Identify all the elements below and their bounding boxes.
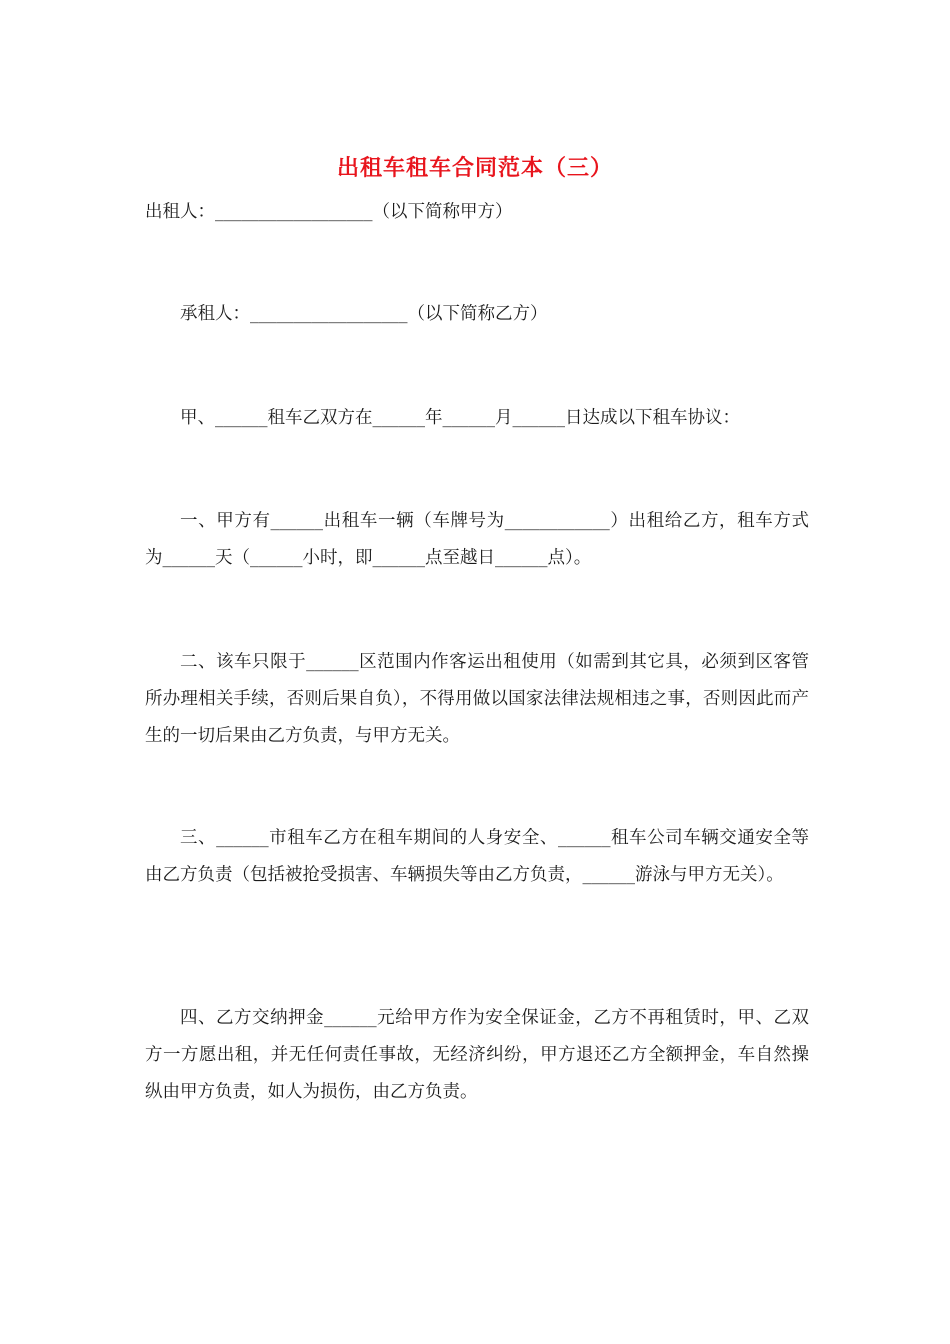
- lessor-line: 出租人：__________________（以下简称甲方）: [145, 202, 513, 222]
- clause-1: 一、甲方有______出租车一辆（车牌号为____________）出租给乙方，租车方式为______天（______小时，即______点至越日______点）。: [145, 511, 809, 568]
- lessee-line: 承租人：__________________（以下简称乙方）: [180, 304, 548, 324]
- clause-4: 四、乙方交纳押金______元给甲方作为安全保证金，乙方不再租赁时，甲、乙双方一方愿出租，并无任何责任事故，无经济纠纷，甲方退还乙方全额押金，车自然操纵由甲方负责，如人为损伤，由乙方负责。: [145, 1008, 809, 1102]
- agreement-intro: 甲、______租车乙双方在______年______月______日达成以下租车协议：: [180, 408, 740, 428]
- clause-2: 二、该车只限于______区范围内作客运出租使用（如需到其它具，必须到区客管所办理相关手续，否则后果自负），不得用做以国家法律法规相违之事，否则因此而产生的一切后果由乙方负责，与甲方无关。: [145, 652, 809, 746]
- document-title: 出租车租车合同范本（三）: [336, 155, 613, 181]
- clause-3: 三、______市租车乙方在租车期间的人身安全、______租车公司车辆交通安全等由乙方负责（包括被抢受损害、车辆损失等由乙方负责，______游泳与甲方无关）。: [145, 828, 809, 885]
